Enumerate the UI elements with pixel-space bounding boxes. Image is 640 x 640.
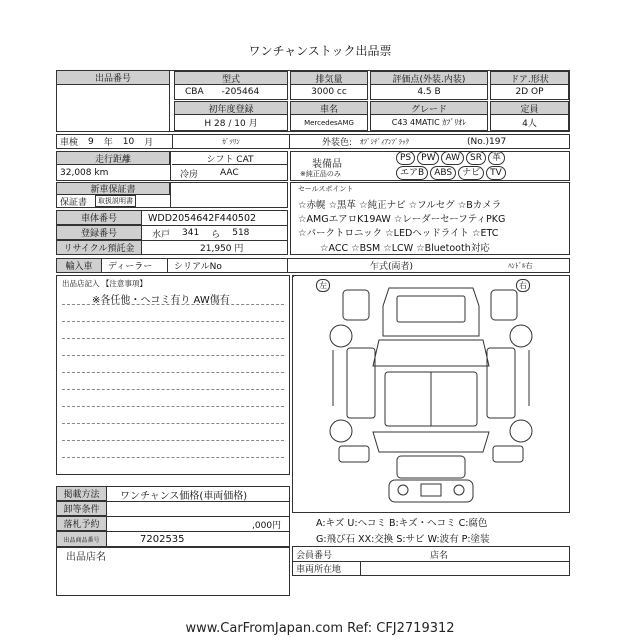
recycle-value: 21,950 円 <box>200 244 244 254</box>
equipment-item: 革 <box>488 151 505 165</box>
dotted-line <box>62 304 284 305</box>
equipment-row1 <box>396 151 507 165</box>
inspection-field <box>60 134 170 149</box>
model-code: -205464 <box>221 87 260 97</box>
stock-id-value: 7202535 <box>140 534 185 545</box>
reserve-label: 落札予約 <box>57 517 107 531</box>
capacity-label: 定員 <box>490 101 569 115</box>
equipment-row2-label: ※純正品のみ <box>300 170 341 178</box>
inspection-month-unit: 月 <box>144 138 154 148</box>
divider <box>57 531 289 532</box>
equipment-item: SR <box>466 151 486 165</box>
listing-method-value: ワンチャンス価格(車両価格) <box>120 490 248 501</box>
warranty-field <box>60 195 172 207</box>
divider <box>170 152 171 180</box>
mileage-value: 32,008 km <box>60 168 109 178</box>
reserve-value: ,000円 <box>252 520 282 531</box>
score-value: 4.5 B <box>370 85 488 100</box>
grade-label: グレード <box>370 101 488 115</box>
dotted-line <box>62 355 284 356</box>
plate-value <box>152 226 286 240</box>
divider <box>57 516 289 517</box>
divider <box>289 134 290 149</box>
equipment-item: PW <box>417 151 439 165</box>
displacement-value: 3000 cc <box>290 85 368 100</box>
dealer-value: ディーラー <box>108 259 168 272</box>
score-label: 評価点(外装.内装) <box>370 71 488 85</box>
equipment-item: ナビ <box>458 166 484 180</box>
equipment-row2 <box>396 166 508 180</box>
car-name-label: 車名 <box>290 101 368 115</box>
dotted-line <box>62 372 284 373</box>
inspection-label: 車検 <box>60 138 79 148</box>
inspection-year-unit: 年 <box>103 138 113 148</box>
equipment-item: エアB <box>396 166 428 180</box>
fuel-value: ｶﾞｿﾘﾝ <box>222 137 240 146</box>
notes-label: 出品店記入 【注意事項】 <box>62 279 147 288</box>
equipment-item: PS <box>396 151 415 165</box>
dotted-line <box>62 457 284 458</box>
dotted-line <box>62 389 284 390</box>
photo-label: 車両所在地 <box>296 565 342 575</box>
recycle-label: リサイクル預託金 <box>57 241 142 254</box>
divider <box>57 240 287 241</box>
store-label: 店名 <box>430 550 449 561</box>
color-value: ｵﾌﾞｼﾃﾞｨｱﾝﾌﾞﾗｯｸ <box>360 137 410 146</box>
plate-class: 341 <box>182 228 200 238</box>
dotted-line <box>62 406 284 407</box>
dotted-line <box>62 423 284 424</box>
divider <box>360 562 361 575</box>
manual-label: 取扱説明書 <box>95 195 136 207</box>
capacity-value: 4人 <box>490 115 569 131</box>
stock-id-label: 出品商品番号 <box>57 532 107 547</box>
watermark: www.CarFromJapan.com Ref: CFJ2719312 <box>185 621 455 636</box>
car-name-value: MercedesAMG <box>290 115 368 131</box>
plate-kana: ら <box>211 229 221 240</box>
model-prefix: CBA <box>185 87 204 97</box>
left-marker: 左 <box>316 279 330 292</box>
first-reg-label: 初年度登録 <box>174 101 288 115</box>
new-warranty-label: 新車保証書 <box>57 183 170 195</box>
divider <box>57 501 289 502</box>
equipment-label: 装備品 <box>312 159 342 170</box>
divider <box>170 183 171 207</box>
desired-amount-label: 卸等条件 <box>57 502 107 516</box>
dotted-line <box>62 321 284 322</box>
right-marker: 右 <box>516 279 530 292</box>
first-reg-value: H 28 / 10 月 <box>174 115 288 131</box>
color-field <box>322 134 568 149</box>
inspection-year: 9 <box>88 136 94 147</box>
equipment-item: TV <box>486 166 506 180</box>
import-label: 輸入車 <box>57 259 102 272</box>
sales-points-label: セールスポイント <box>298 185 354 193</box>
model-value <box>174 85 288 100</box>
doors-value: 2D OP <box>490 85 569 100</box>
vin-value: WDD2054642F440502 <box>148 212 257 224</box>
damage-legend-row1: A:キズ U:ヘコミ B:キズ・ヘコミ C:腐色 <box>316 518 488 529</box>
model-label: 型式 <box>174 71 288 85</box>
doors-label: ドア.形状 <box>490 71 569 85</box>
lot-label: 出品番号 <box>57 71 170 85</box>
page-title: ワンチャンストック出品票 <box>248 44 392 58</box>
equipment-item: ABS <box>430 166 456 180</box>
plate-number: 518 <box>232 228 250 238</box>
divider <box>172 134 173 149</box>
plate-label: 登録番号 <box>57 226 142 240</box>
equipment-item: AW <box>441 151 464 165</box>
plate-area: 水戸 <box>152 229 171 240</box>
ac-field <box>180 166 286 180</box>
shift-value: シフト CAT <box>172 152 288 165</box>
color-code: (No.)197 <box>467 136 507 147</box>
grade-value: C43 4MATIC ｶﾌﾞﾘｵﾚ <box>370 115 488 131</box>
steering-label: ﾊﾝﾄﾞﾙ右 <box>508 261 533 270</box>
sales-point-line: ☆ACC ☆BSM ☆LCW ☆Bluetooth対応 <box>320 243 490 254</box>
vin-label: 車体番号 <box>57 211 142 225</box>
inspection-month: 10 <box>122 136 135 147</box>
sales-point-line: ☆赤幌 ☆黒革 ☆純正ナビ ☆フルセグ ☆Bカメラ <box>298 200 502 211</box>
color-label: 外装色: <box>322 138 353 148</box>
member-label: 会員番号 <box>296 550 333 561</box>
dotted-line <box>62 440 284 441</box>
sales-point-line: ☆パークトロニック ☆LEDヘッドライト ☆ETC <box>298 228 499 239</box>
seat-label: 乍式(両者) <box>370 262 414 272</box>
damage-legend-row2: G:飛び石 XX:交換 S:サビ W:波有 P:塗装 <box>316 534 490 545</box>
warranty-label: 保証書 <box>60 197 88 207</box>
ac-value: AAC <box>220 168 239 178</box>
divider <box>57 225 287 226</box>
serial-label: シリアルNo <box>174 259 288 272</box>
sales-point-line: ☆AMGエアロK19AW ☆レーダーセーフティPKG <box>298 214 506 225</box>
mileage-label: 走行距離 <box>57 152 170 165</box>
shop-label: 出品店名 <box>66 552 106 563</box>
dotted-line <box>62 338 284 339</box>
ac-label: 冷房 <box>180 169 199 180</box>
displacement-label: 排気量 <box>290 71 368 85</box>
notes-line: ※各任他・ヘコミ有り AW傷有 <box>92 295 230 306</box>
car-damage-diagram <box>293 276 569 512</box>
listing-method-label: 掲載方法 <box>57 487 107 501</box>
lot-value <box>57 85 170 131</box>
